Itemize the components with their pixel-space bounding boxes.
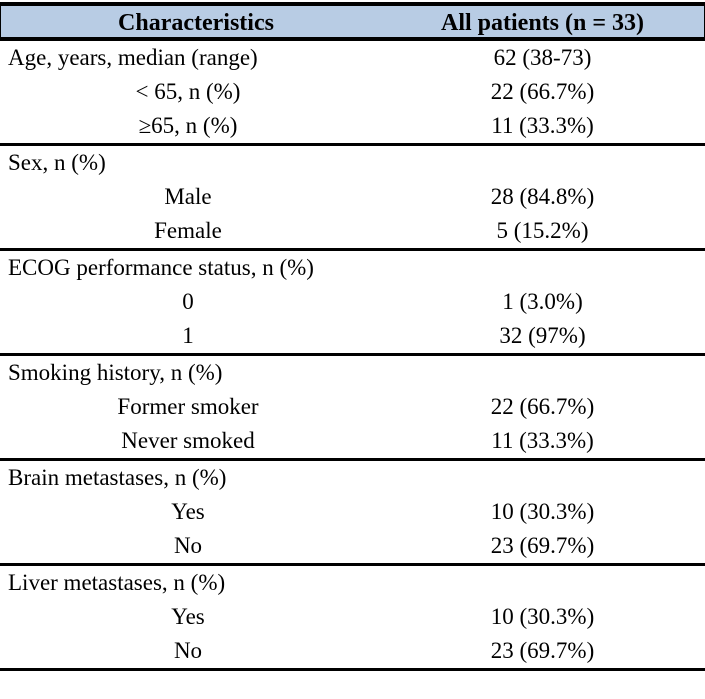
row-label: Yes xyxy=(171,604,205,629)
row-label: No xyxy=(173,638,203,663)
row-value: 11 (33.3%) xyxy=(491,428,594,453)
row-label: 1 xyxy=(182,323,194,348)
row-value: 22 (66.7%) xyxy=(490,79,595,104)
row-value xyxy=(390,566,705,600)
table-row xyxy=(0,461,705,495)
row-label: No xyxy=(173,533,203,558)
row-label: ≥65, n (%) xyxy=(138,113,238,138)
table-row xyxy=(0,214,705,251)
row-label: Female xyxy=(154,218,222,243)
row-label: 0 xyxy=(182,289,194,314)
table-header-row xyxy=(0,6,705,41)
table-row xyxy=(0,634,705,671)
row-label: Age, years, median (range) xyxy=(8,45,258,70)
row-label: Brain metastases, n (%) xyxy=(8,465,227,490)
table-row xyxy=(0,390,705,424)
row-value: 28 (84.8%) xyxy=(490,184,595,209)
table-row xyxy=(0,319,705,356)
table-row xyxy=(0,566,705,600)
patient-characteristics-table xyxy=(0,2,705,671)
table-row xyxy=(0,495,705,529)
row-value: 23 (69.7%) xyxy=(490,533,595,558)
table-row xyxy=(0,529,705,566)
row-label: Male xyxy=(164,184,212,209)
row-value: 23 (69.7%) xyxy=(490,638,595,663)
row-label: Former smoker xyxy=(117,394,259,419)
row-label: ECOG performance status, n (%) xyxy=(8,255,314,280)
row-value: 22 (66.7%) xyxy=(490,394,595,419)
row-value xyxy=(390,461,705,495)
row-label: Smoking history, n (%) xyxy=(8,360,223,385)
row-value xyxy=(390,251,705,285)
row-label: Never smoked xyxy=(121,428,255,453)
row-value: 5 (15.2%) xyxy=(496,218,589,243)
row-value xyxy=(390,356,705,390)
row-value: 10 (30.3%) xyxy=(490,499,595,524)
row-value xyxy=(390,146,705,180)
table-row xyxy=(0,75,705,109)
table-row xyxy=(0,251,705,285)
row-value: 1 (3.0%) xyxy=(502,289,583,314)
table-row xyxy=(0,424,705,461)
table-row xyxy=(0,109,705,146)
row-value: 32 (97%) xyxy=(499,323,586,348)
header-characteristics: Characteristics xyxy=(118,10,274,36)
header-all-patients: All patients (n = 33) xyxy=(440,10,644,36)
table-row xyxy=(0,146,705,180)
row-value: 11 (33.3%) xyxy=(491,113,594,138)
row-value: 62 (38-73) xyxy=(493,45,592,70)
row-label: Yes xyxy=(171,499,205,524)
row-label: Liver metastases, n (%) xyxy=(8,570,226,595)
table-row xyxy=(0,600,705,634)
row-value: 10 (30.3%) xyxy=(490,604,595,629)
row-label: < 65, n (%) xyxy=(135,79,241,104)
row-label: Sex, n (%) xyxy=(8,150,106,175)
table-row xyxy=(0,356,705,390)
table-row xyxy=(0,180,705,214)
table-row xyxy=(0,285,705,319)
table-row xyxy=(0,41,705,75)
